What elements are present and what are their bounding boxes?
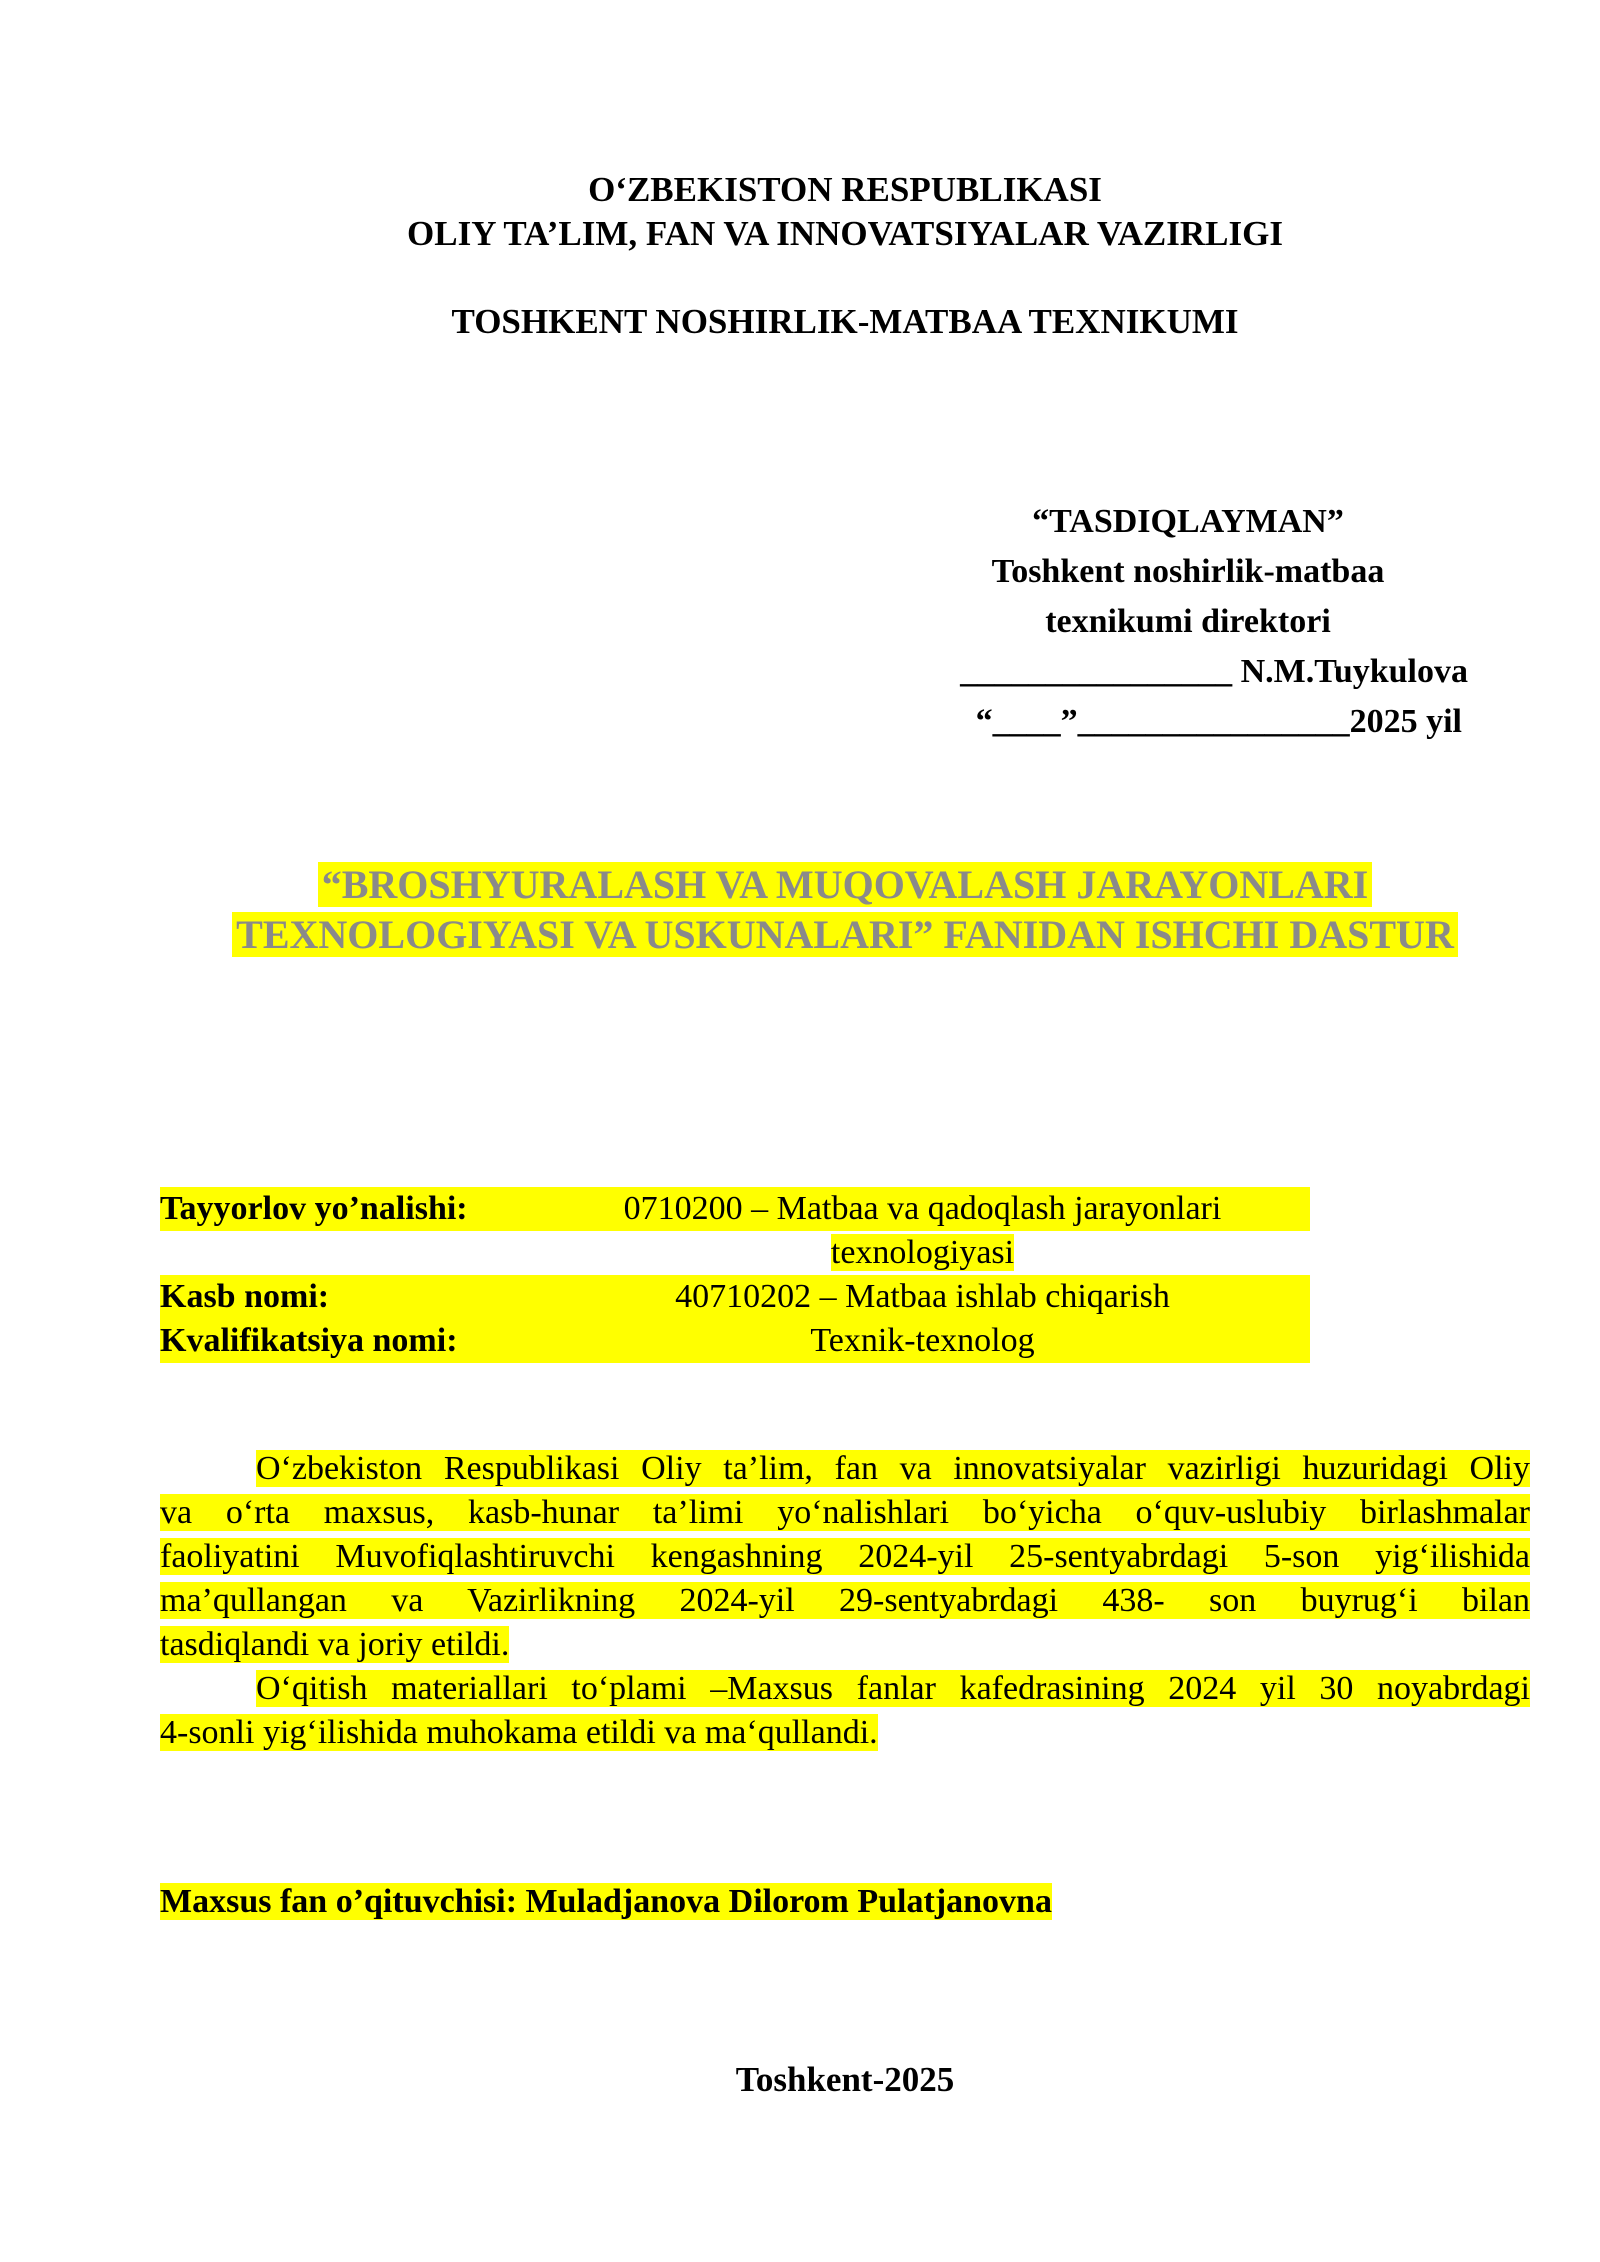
approval-line-2: texnikumi direktori [1045,603,1331,640]
direction-value-line-2: texnologiyasi [830,1234,1015,1271]
approval-title: “TASDIQLAYMAN” [1032,503,1344,540]
approval-line-1: Toshkent noshirlik-matbaa [991,553,1385,590]
info-row-qualification [160,1319,1310,1363]
approval-signature: ________________ N.M.Tuykulova [960,653,1468,690]
paragraph-1-line-1: O‘zbekiston Respublikasi Oliy ta’lim, fan va innovatsiyalar vazirligi huzuridagi Oliy [256,1450,1530,1487]
paragraph-1-line-5: tasdiqlandi va joriy etildi. [160,1626,510,1663]
profession-value [535,1275,1310,1319]
paragraph-2-line-1: O‘qitish materiallari to‘plami –Maxsus fanlar kafedrasining 2024 yil 30 noyabrdagi [256,1670,1530,1707]
paragraph-2 [160,1667,1530,1755]
footer-city-year: Toshkent-2025 [735,2060,955,2099]
paragraph-1 [160,1447,1530,1667]
approval-block [880,497,1496,747]
paragraph-1-line-3: faoliyatini Muvofiqlashtiruvchi kengashning 2024-yil 25-sentyabrdagi 5-son yig‘ilishida [160,1538,1530,1575]
direction-value [535,1187,1310,1275]
profession-value-text: 40710202 – Matbaa ishlab chiqarish [535,1275,1310,1319]
ministry-header [0,168,1600,256]
paragraph-2-line-2: 4-sonli yig‘ilishida muhokama etildi va ma‘qullandi. [160,1714,878,1751]
document-title-line-1: “BROSHYURALASH VA MUQOVALASH JARAYONLARI [318,862,1373,907]
country-line: O‘ZBEKISTON RESPUBLIKASI [588,170,1102,209]
paragraph-1-line-2: va o‘rta maxsus, kasb-hunar ta’limi yo‘nalishlari bo‘yicha o‘quv-uslubiy birlashmalar [160,1494,1530,1531]
info-row-direction [160,1187,1310,1275]
teacher-line [160,1880,1052,1924]
approval-date: “____”________________2025 yil [975,703,1462,740]
info-row-profession [160,1275,1310,1319]
teacher-name: Maxsus fan o’qituvchisi: Muladjanova Dilorom Pulatjanovna [160,1883,1052,1920]
direction-label: Tayyorlov yo’nalishi: [160,1187,535,1231]
profession-label: Kasb nomi: [160,1275,535,1319]
program-info [160,1187,1310,1363]
document-title [0,860,1600,960]
document-title-line-2: TEXNOLOGIYASI VA USKUNALARI” FANIDAN ISHCHI DASTUR [232,912,1458,957]
paragraph-1-line-4: ma’qullangan va Vazirlikning 2024-yil 29-sentyabrdagi 438- son buyrug‘i bilan [160,1582,1530,1619]
school-name: TOSHKENT NOSHIRLIK-MATBAA TEXNIKUMI [451,302,1239,341]
direction-value-line-1: 0710200 – Matbaa va qadoqlash jarayonlari [535,1187,1310,1231]
qualification-label: Kvalifikatsiya nomi: [160,1319,535,1363]
qualification-value-text: Texnik-texnolog [535,1319,1310,1363]
qualification-value [535,1319,1310,1363]
approval-paragraphs [160,1447,1530,1755]
ministry-line: OLIY TA’LIM, FAN VA INNOVATSIYALAR VAZIRLIGI [407,214,1283,253]
